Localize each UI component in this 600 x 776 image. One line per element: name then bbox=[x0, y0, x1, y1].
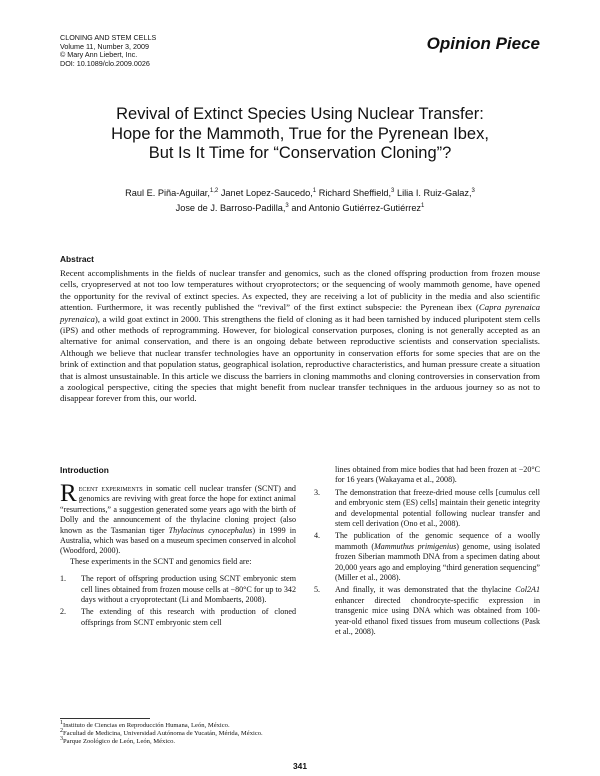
journal-volume: Volume 11, Number 3, 2009 bbox=[60, 41, 149, 51]
list-item-text: The report of offspring production using SCNT embryonic stem cell lines obtained from frozen mouse cells at −80°C for up to 342 days without a cryoprotectant (Li and Mombaerts, 2008). bbox=[81, 574, 296, 605]
journal-name: CLONING AND STEM CELLS bbox=[60, 33, 157, 42]
list-item-text: The demonstration that freeze-dried mouse cells [cumulus cell and embryonic stem (ES) cells] maintain their genetic integrity and developmental potential following nuclear transfer and stem cell derivation (Ono et al., 2008). bbox=[335, 487, 540, 529]
experiment-list bbox=[60, 574, 296, 628]
intro-text-part: ) in 1999 in Australia, which was based on a museum specimen conserved in alcohol (Woodford, 2000). bbox=[60, 525, 297, 556]
list-item-text: The extending of this research with production of cloned offsprings from SCNT embryonic stem cell bbox=[81, 607, 296, 627]
author-affiliation-mark: 1,2 bbox=[209, 187, 219, 194]
footnote-text: Parque Zoológico de León, León, México. bbox=[63, 738, 176, 746]
section-label: Opinion Piece bbox=[426, 34, 540, 53]
journal-doi: DOI: 10.1089/clo.2009.0026 bbox=[60, 58, 150, 68]
author-name: Jose de J. Barroso-Padilla, bbox=[175, 203, 286, 213]
footnote-text: Facultad de Medicina, Universidad Autónoma de Yucatán, Mérida, México. bbox=[63, 730, 263, 738]
species-name: Capra pyrenaica pyrenaica bbox=[60, 302, 540, 324]
abstract-text bbox=[60, 268, 540, 405]
list-number: 3. bbox=[314, 487, 321, 497]
footnote-text: Instituto de Ciencias en Reproducción Humana, León, México. bbox=[63, 722, 230, 729]
intro-paragraph bbox=[60, 480, 297, 557]
abstract-heading: Abstract bbox=[60, 254, 94, 264]
footnote bbox=[60, 738, 263, 746]
author-list bbox=[80, 186, 520, 216]
list-item-continuation: lines obtained from mice bodies that had been frozen at −20°C for 16 years (Wakayama et al., 2008). bbox=[335, 465, 540, 485]
list-item bbox=[60, 607, 296, 628]
list-item-text: And finally, it was demonstrated that the thylacine bbox=[335, 585, 516, 595]
journal-info bbox=[60, 34, 156, 68]
intro-text-part: in somatic cell nuclear transfer (SCNT) and genomics are reviving with great force the hope for extinct animal “resurrections,” a suggestion generated some years ago with the birth of Dolly and the announcement of the thylacine cloning project (also known as the Tasmanian tiger bbox=[60, 484, 296, 535]
left-column bbox=[60, 480, 297, 630]
list-number: 1. bbox=[60, 574, 67, 584]
list-item bbox=[314, 488, 540, 530]
list-item-text: The publication of the genomic sequence of a woolly mammoth ( bbox=[335, 531, 540, 551]
species-name: Thylacinus cynocephalus bbox=[168, 525, 253, 535]
footnote-mark: 3 bbox=[60, 736, 63, 743]
author-affiliation-mark: 3 bbox=[285, 202, 289, 209]
page-number: 341 bbox=[293, 761, 307, 771]
author-name: Richard Sheffield, bbox=[318, 188, 392, 198]
article-title bbox=[60, 105, 540, 164]
author-name: Janet Lopez-Saucedo, bbox=[220, 188, 313, 198]
list-item bbox=[60, 574, 296, 605]
title-line-2: Hope for the Mammoth, True for the Pyrenean Ibex, bbox=[111, 124, 489, 143]
drop-cap: R bbox=[60, 480, 77, 507]
species-name: Mammuthus primigenius bbox=[374, 541, 457, 551]
list-number: 2. bbox=[60, 607, 67, 617]
list-item-text: ) genome, using isolated frozen Siberian mammoth DNA from a specimen dating about 20,000 years ago and employing “third generation sequencing” (Miller et al., 2008). bbox=[335, 541, 540, 583]
introduction-heading: Introduction bbox=[60, 465, 109, 475]
footnote-mark: 2 bbox=[60, 728, 63, 735]
author-affiliation-mark: 3 bbox=[391, 187, 395, 194]
journal-copyright: © Mary Ann Liebert, Inc. bbox=[60, 50, 138, 60]
abstract-text-part: Recent accomplishments in the fields of nuclear transfer and genomics, such as the cloned offspring production from frozen mouse cells, cryopreserved at not too low temperatures without cryoprotectors; or the sequencing of wooly mammoth genome, have opened the opportunity for the revival of extinct species. As expected, they are receiving a lot of publicity in the media and also scientific attention. Furthermore, it was recently published the “revival” of the first extinct subspecie: the Pyrenean ibex ( bbox=[60, 268, 540, 313]
title-line-1: Revival of Extinct Species Using Nuclear Transfer: bbox=[116, 105, 484, 123]
list-item bbox=[314, 585, 540, 637]
right-column bbox=[314, 465, 540, 640]
footnote-divider bbox=[60, 718, 150, 719]
author-name: Lilia I. Ruiz-Galaz, bbox=[396, 188, 472, 198]
footnote bbox=[60, 719, 263, 730]
author-name: Raul E. Piña-Aguilar, bbox=[125, 188, 210, 198]
title-line-3: But Is It Time for “Conservation Cloning”? bbox=[148, 144, 452, 162]
gene-name: Col2A1 bbox=[515, 585, 540, 595]
author-affiliation-mark: 1 bbox=[421, 202, 425, 209]
smallcaps-lead: ecent experiments bbox=[78, 484, 143, 493]
author-name: and Antonio Gutiérrez-Gutiérrez bbox=[291, 203, 422, 213]
list-number: 5. bbox=[314, 585, 321, 595]
list-item bbox=[314, 531, 540, 583]
experiment-list-continued bbox=[314, 488, 540, 638]
author-affiliation-mark: 3 bbox=[471, 187, 475, 194]
author-affiliation-mark: 1 bbox=[312, 187, 317, 194]
list-number: 4. bbox=[314, 531, 321, 541]
abstract-text-part: ), a wild goat extinct in 2000. This strengthens the field of cloning as it had been tarnished by induced pluripotent stem cells (iPS) and other methods of reprogramming. However, for biological conservation purposes, cloning is not generally accepted as an alternative for animal conservation, and there is an ongoing debate between reproductive scientists and conservation specialists. Although we believe that nuclear transfer technologies have an opportunity in conservation efforts for some species that are on the brink of extinction and that population status, geographical isolation, reproductive characteristics, and human pressure create a situation that is almost unsustainable. In this article we discuss the barriers in cloning mammoths and cloning controversies in conservation from a zoological perspective, citing the species that might benefit from nuclear transfer techniques in the arduous journey so as not to disappear forever from this, our world. bbox=[60, 313, 540, 404]
footnote-mark: 1 bbox=[60, 719, 63, 726]
list-item-text: enhancer directed chondrocyte-specific expression in transgenic mice using DNA which was obtained from 100-year-old ethanol fixed tissues from museum collections (Pask et al., 2008). bbox=[335, 595, 540, 637]
intro-paragraph: These experiments in the SCNT and genomics field are: bbox=[70, 556, 252, 566]
footnotes bbox=[60, 719, 263, 747]
